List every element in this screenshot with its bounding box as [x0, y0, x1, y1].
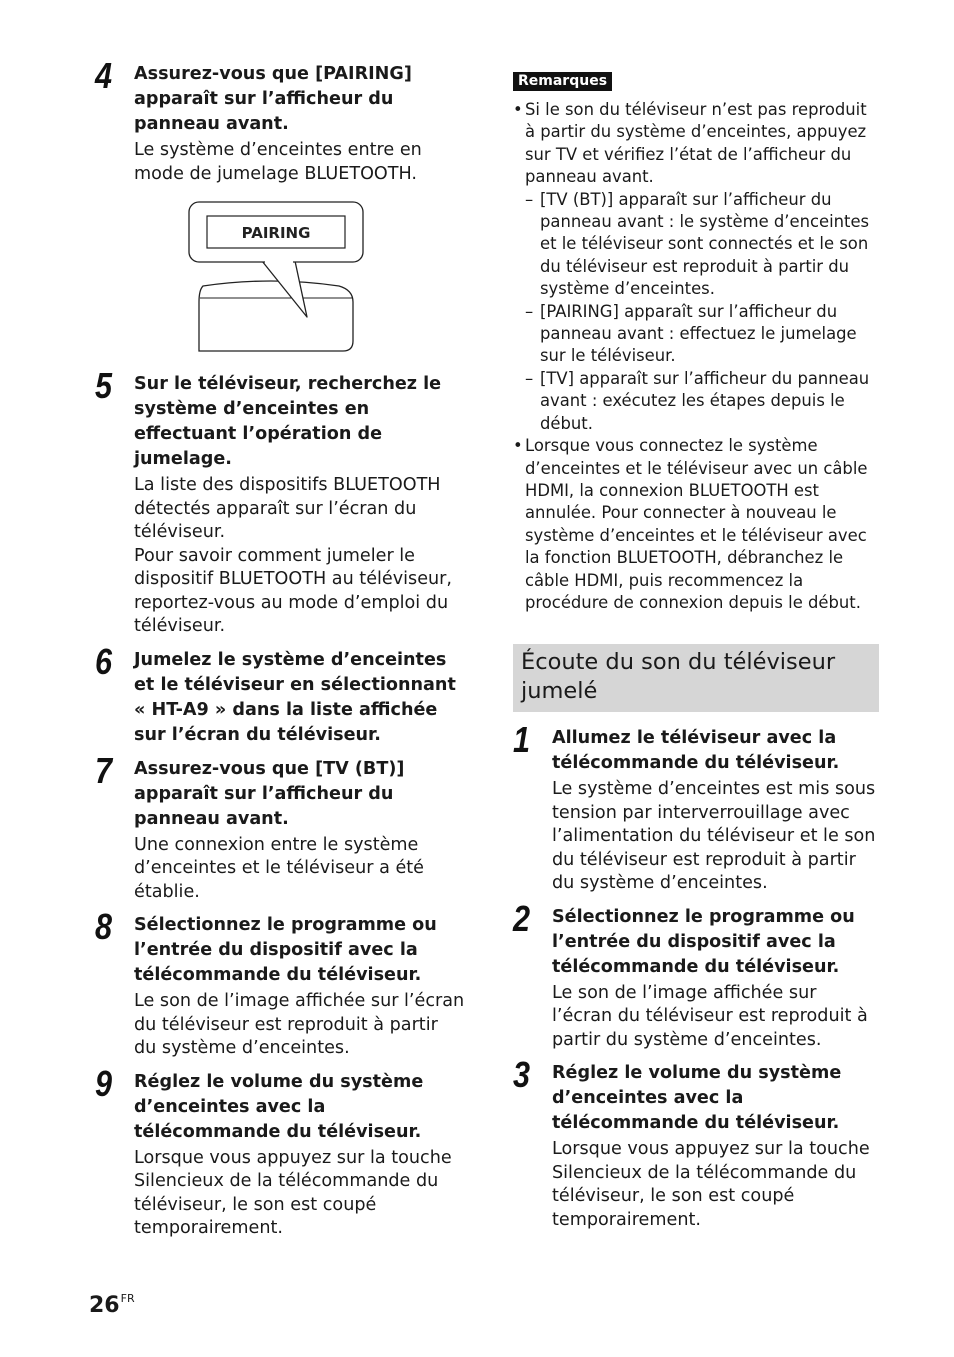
step-number: 5 [95, 365, 113, 406]
remarks-label: Remarques [513, 72, 612, 91]
step-9 [95, 1062, 465, 1241]
remark-text: Lorsque vous connectez le système d’enceintes et le téléviseur avec un câble HDMI, la connexion BLUETOOTH est annulée. Pour connecter à nouveau le système d’enceintes et le téléviseur avec la fonction BLUETOOTH, débranchez le câble HDMI, puis recommencez la procédure de connexion depuis le début. [525, 436, 868, 612]
right-step-3 [513, 1054, 879, 1232]
step-title: Allumez le téléviseur avec la télécommande du téléviseur. [552, 728, 840, 774]
step-body: Une connexion entre le système d’enceintes et le téléviseur a été établie. [134, 834, 424, 902]
step-title: Sélectionnez le programme ou l’entrée du dispositif avec la télécommande du téléviseur. [134, 915, 437, 985]
step-number: 3 [513, 1054, 531, 1096]
step-6 [95, 640, 465, 748]
step-body: Le son de l’image affichée sur l’écran du téléviseur est reproduit à partir du système d’enceintes. [134, 991, 465, 1058]
remarks-list [513, 99, 879, 614]
step-title: Sur le téléviseur, recherchez le système d’enceintes en effectuant l’opération de jumelage. [134, 374, 442, 469]
step-number: 9 [95, 1062, 113, 1104]
step-body: Le son de l’image affichée sur l’écran du téléviseur est reproduit à partir du système d’enceintes. [552, 982, 868, 1050]
step-title: Assurez-vous que [PAIRING] apparaît sur l’afficheur du panneau avant. [134, 64, 412, 134]
remark-sublist [525, 189, 879, 435]
right-step-1 [513, 719, 879, 896]
page-number [89, 1292, 135, 1318]
right-step-2 [513, 897, 879, 1053]
step-body: Le système d’enceintes entre en mode de jumelage BLUETOOTH. [134, 140, 422, 184]
step-number: 8 [95, 906, 113, 947]
remark-item [513, 435, 879, 614]
step-title: Jumelez le système d’enceintes et le téléviseur en sélectionnant « HT-A9 » dans la liste affichée sur l’écran du téléviseur. [134, 649, 456, 745]
pairing-illustration [95, 198, 465, 358]
step-body: La liste des dispositifs BLUETOOTH détectés apparaît sur l’écran du téléviseur. Pour savoir comment jumeler le dispositif BLUETOOTH au téléviseur, reportez-vous au mode d’emploi du téléviseur. [134, 475, 453, 636]
step-5 [95, 365, 465, 639]
section-heading: Écoute du son du téléviseur jumelé [513, 644, 879, 712]
speaker-body [199, 281, 353, 351]
remark-subitem: – [PAIRING] apparaît sur l’afficheur du panneau avant : effectuez le jumelage sur le téléviseur. [525, 301, 879, 368]
step-number: 4 [95, 55, 113, 96]
remark-text: Si le son du téléviseur n’est pas reproduit à partir du système d’enceintes, appuyez sur TV et vérifiez l’état de l’afficheur du panneau avant. [525, 100, 867, 187]
page-number-value: 26 [89, 1293, 120, 1318]
left-column [95, 55, 465, 1250]
step-7 [95, 749, 465, 905]
speaker-illustration [95, 198, 365, 358]
display-text: PAIRING [241, 224, 311, 242]
remark-subitem: – [TV (BT)] apparaît sur l’afficheur du panneau avant : le système d’enceintes et le téléviseur sont connectés et le son du téléviseur est reproduit à partir du système d’enceintes. [525, 189, 879, 301]
step-number: 7 [95, 749, 113, 791]
step-body: Le système d’enceintes est mis sous tension par interverrouillage avec l’alimentation du téléviseur et le son du téléviseur est reproduit à partir du système d’enceintes. [552, 779, 876, 894]
step-title: Assurez-vous que [TV (BT)] apparaît sur l’afficheur du panneau avant. [134, 758, 405, 829]
step-4 [95, 55, 465, 186]
step-title: Sélectionnez le programme ou l’entrée du dispositif avec la télécommande du téléviseur. [552, 906, 855, 977]
remark-item [513, 99, 879, 435]
step-title: Réglez le volume du système d’enceintes avec la télécommande du téléviseur. [552, 1063, 842, 1134]
step-body: Lorsque vous appuyez sur la touche Silencieux de la télécommande du téléviseur, le son est coupé temporairement. [552, 1139, 870, 1230]
right-column [513, 70, 879, 1241]
step-number: 2 [513, 897, 531, 939]
step-title: Réglez le volume du système d’enceintes avec la télécommande du téléviseur. [134, 1071, 424, 1142]
step-body: Lorsque vous appuyez sur la touche Silencieux de la télécommande du téléviseur, le son est coupé temporairement. [134, 1147, 452, 1238]
step-8 [95, 906, 465, 1061]
step-number: 6 [95, 640, 113, 682]
remark-subitem: – [TV] apparaît sur l’afficheur du panneau avant : exécutez les étapes depuis le début. [525, 368, 879, 435]
step-number: 1 [513, 719, 531, 761]
page-language: FR [120, 1292, 135, 1305]
